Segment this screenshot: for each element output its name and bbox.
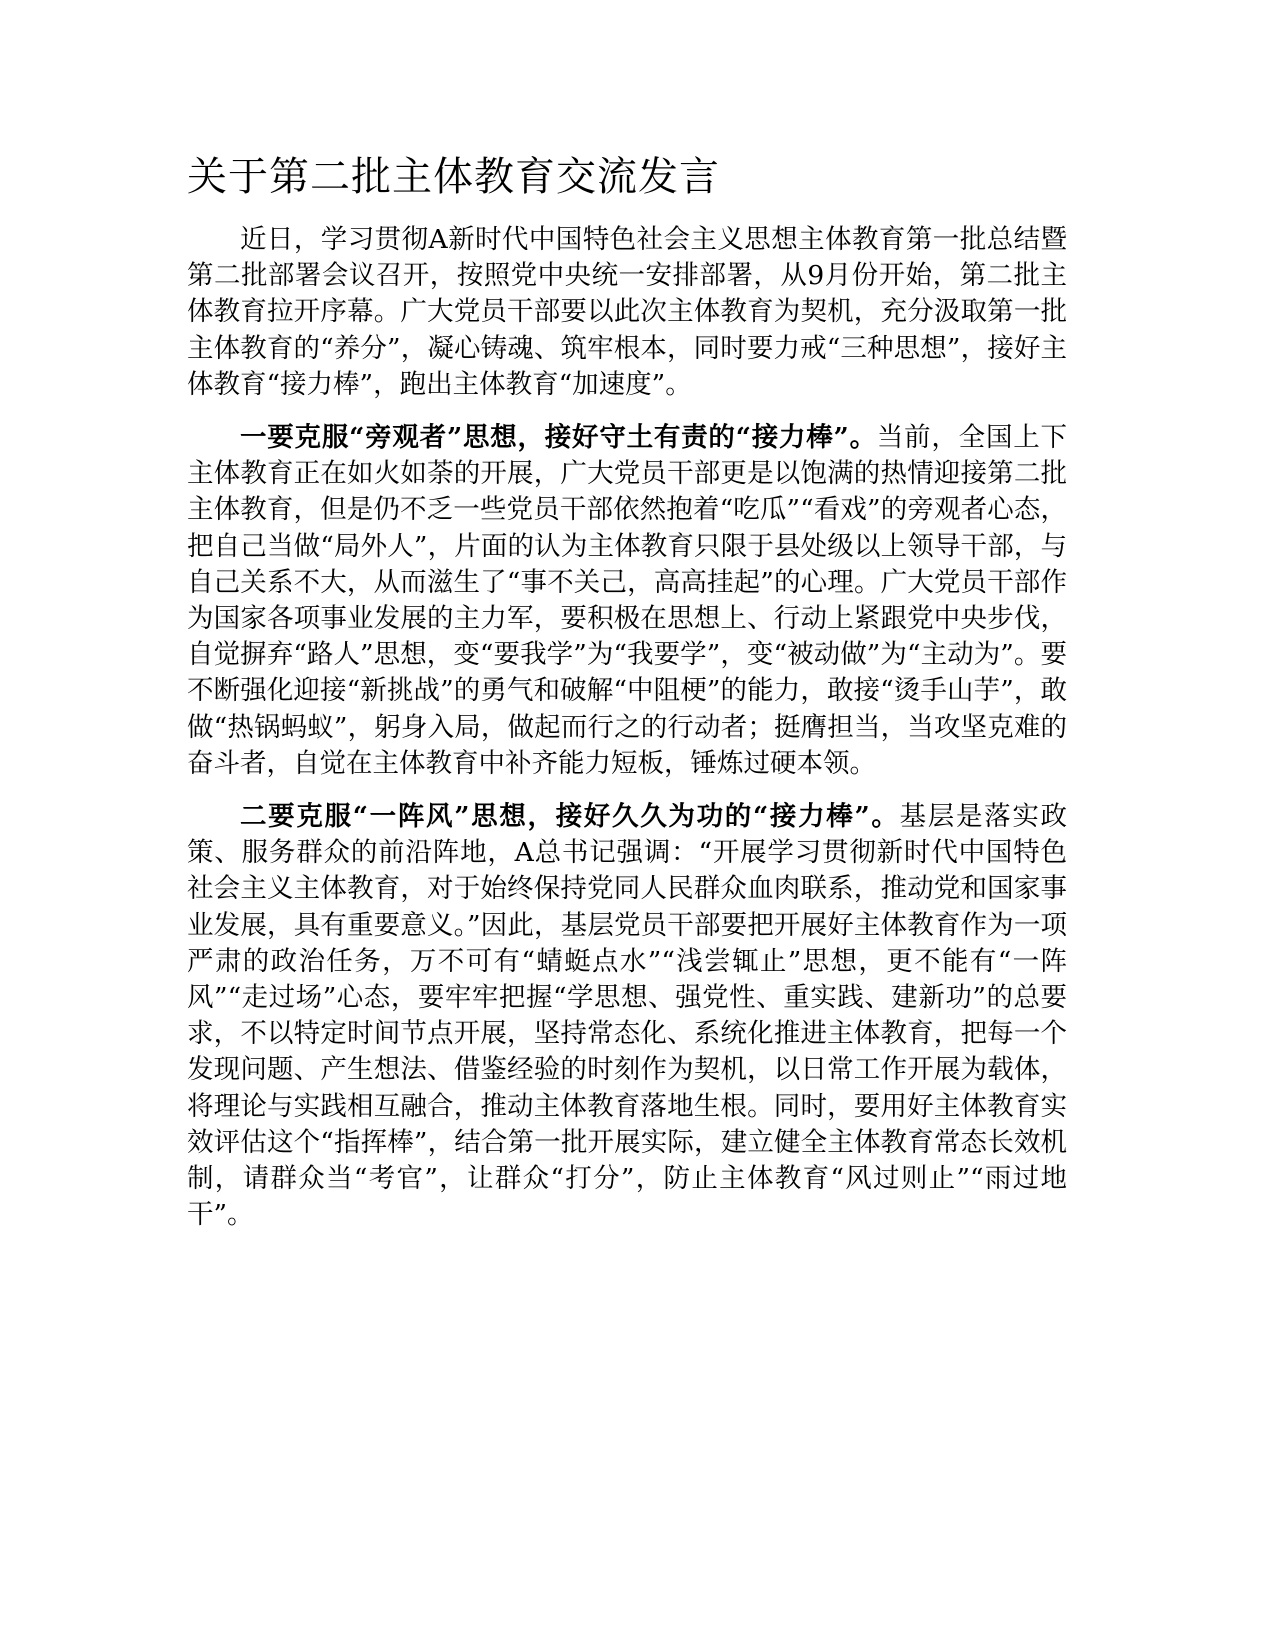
paragraph-lead: 二要克服“一阵风”思想，接好久久为功的“接力棒”。: [240, 801, 900, 833]
paragraph-text: 当前，全国上下主体教育正在如火如荼的开展，广大党员干部更是以饱满的热情迎接第二批主体教育，但是仍不乏一些党员干部依然抱着“吃瓜”“看戏”的旁观者心态，把自己当做“局外人”，片面的认为主体教育只限于县处级以上领导干部，与自己关系不大，从而滋生了“事不关己，高高挂起”的心理。广大党员干部作为国家各项事业发展的主力军，要积极在思想上、行动上紧跟党中央步伐，自觉摒弃“路人”思想，变“要我学”为“我要学”，变“被动做”为“主动为”。要不断强化迎接“新挑战”的勇气和破解“中阻梗”的能力，敢接“烫手山芋”，敢做“热锅蚂蚁”，躬身入局，做起而行之的行动者；挺膺担当，当攻坚克难的奋斗者，自觉在主体教育中补齐能力短板，锤炼过硬本领。: [187, 422, 1067, 779]
paragraph-text: 近日，学习贯彻A新时代中国特色社会主义思想主体教育第一批总结暨第二批部署会议召开，按照党中央统一安排部署，从9月份开始，第二批主体教育拉开序幕。广大党员干部要以此次主体教育为契机，充分汲取第一批主体教育的“养分”，凝心铸魂、筑牢根本，同时要力戒“三种思想”，接好主体教育“接力棒”，跑出主体教育“加速度”。: [187, 224, 1067, 400]
paragraph-text: 基层是落实政策、服务群众的前沿阵地，A总书记强调：“开展学习贯彻新时代中国特色社会主义主体教育，对于始终保持党同人民群众血肉联系，推动党和国家事业发展，具有重要意义。”因此，基层党员干部要把开展好主体教育作为一项严肃的政治任务，万不可有“蜻蜓点水”“浅尝辄止”思想，更不能有“一阵风”“走过场”心态，要牢牢把握“学思想、强党性、重实践、建新功”的总要求，不以特定时间节点开展，坚持常态化、系统化推进主体教育，把每一个发现问题、产生想法、借鉴经验的时刻作为契机，以日常工作开展为载体，将理论与实践相互融合，推动主体教育落地生根。同时，要用好主体教育实效评估这个“指挥棒”，结合第一批开展实际，建立健全主体教育常态长效机制，请群众当“考官”，让群众“打分”，防止主体教育“风过则止”“雨过地干”。: [187, 801, 1067, 1231]
document-body: [187, 222, 1067, 1233]
paragraph-intro: [187, 222, 1067, 403]
paragraph-point-one: [187, 420, 1067, 782]
paragraph-point-two: [187, 799, 1067, 1233]
document-title: 关于第二批主体教育交流发言: [187, 154, 720, 200]
paragraph-lead: 一要克服“旁观者”思想，接好守土有责的“接力棒”。: [240, 422, 877, 454]
